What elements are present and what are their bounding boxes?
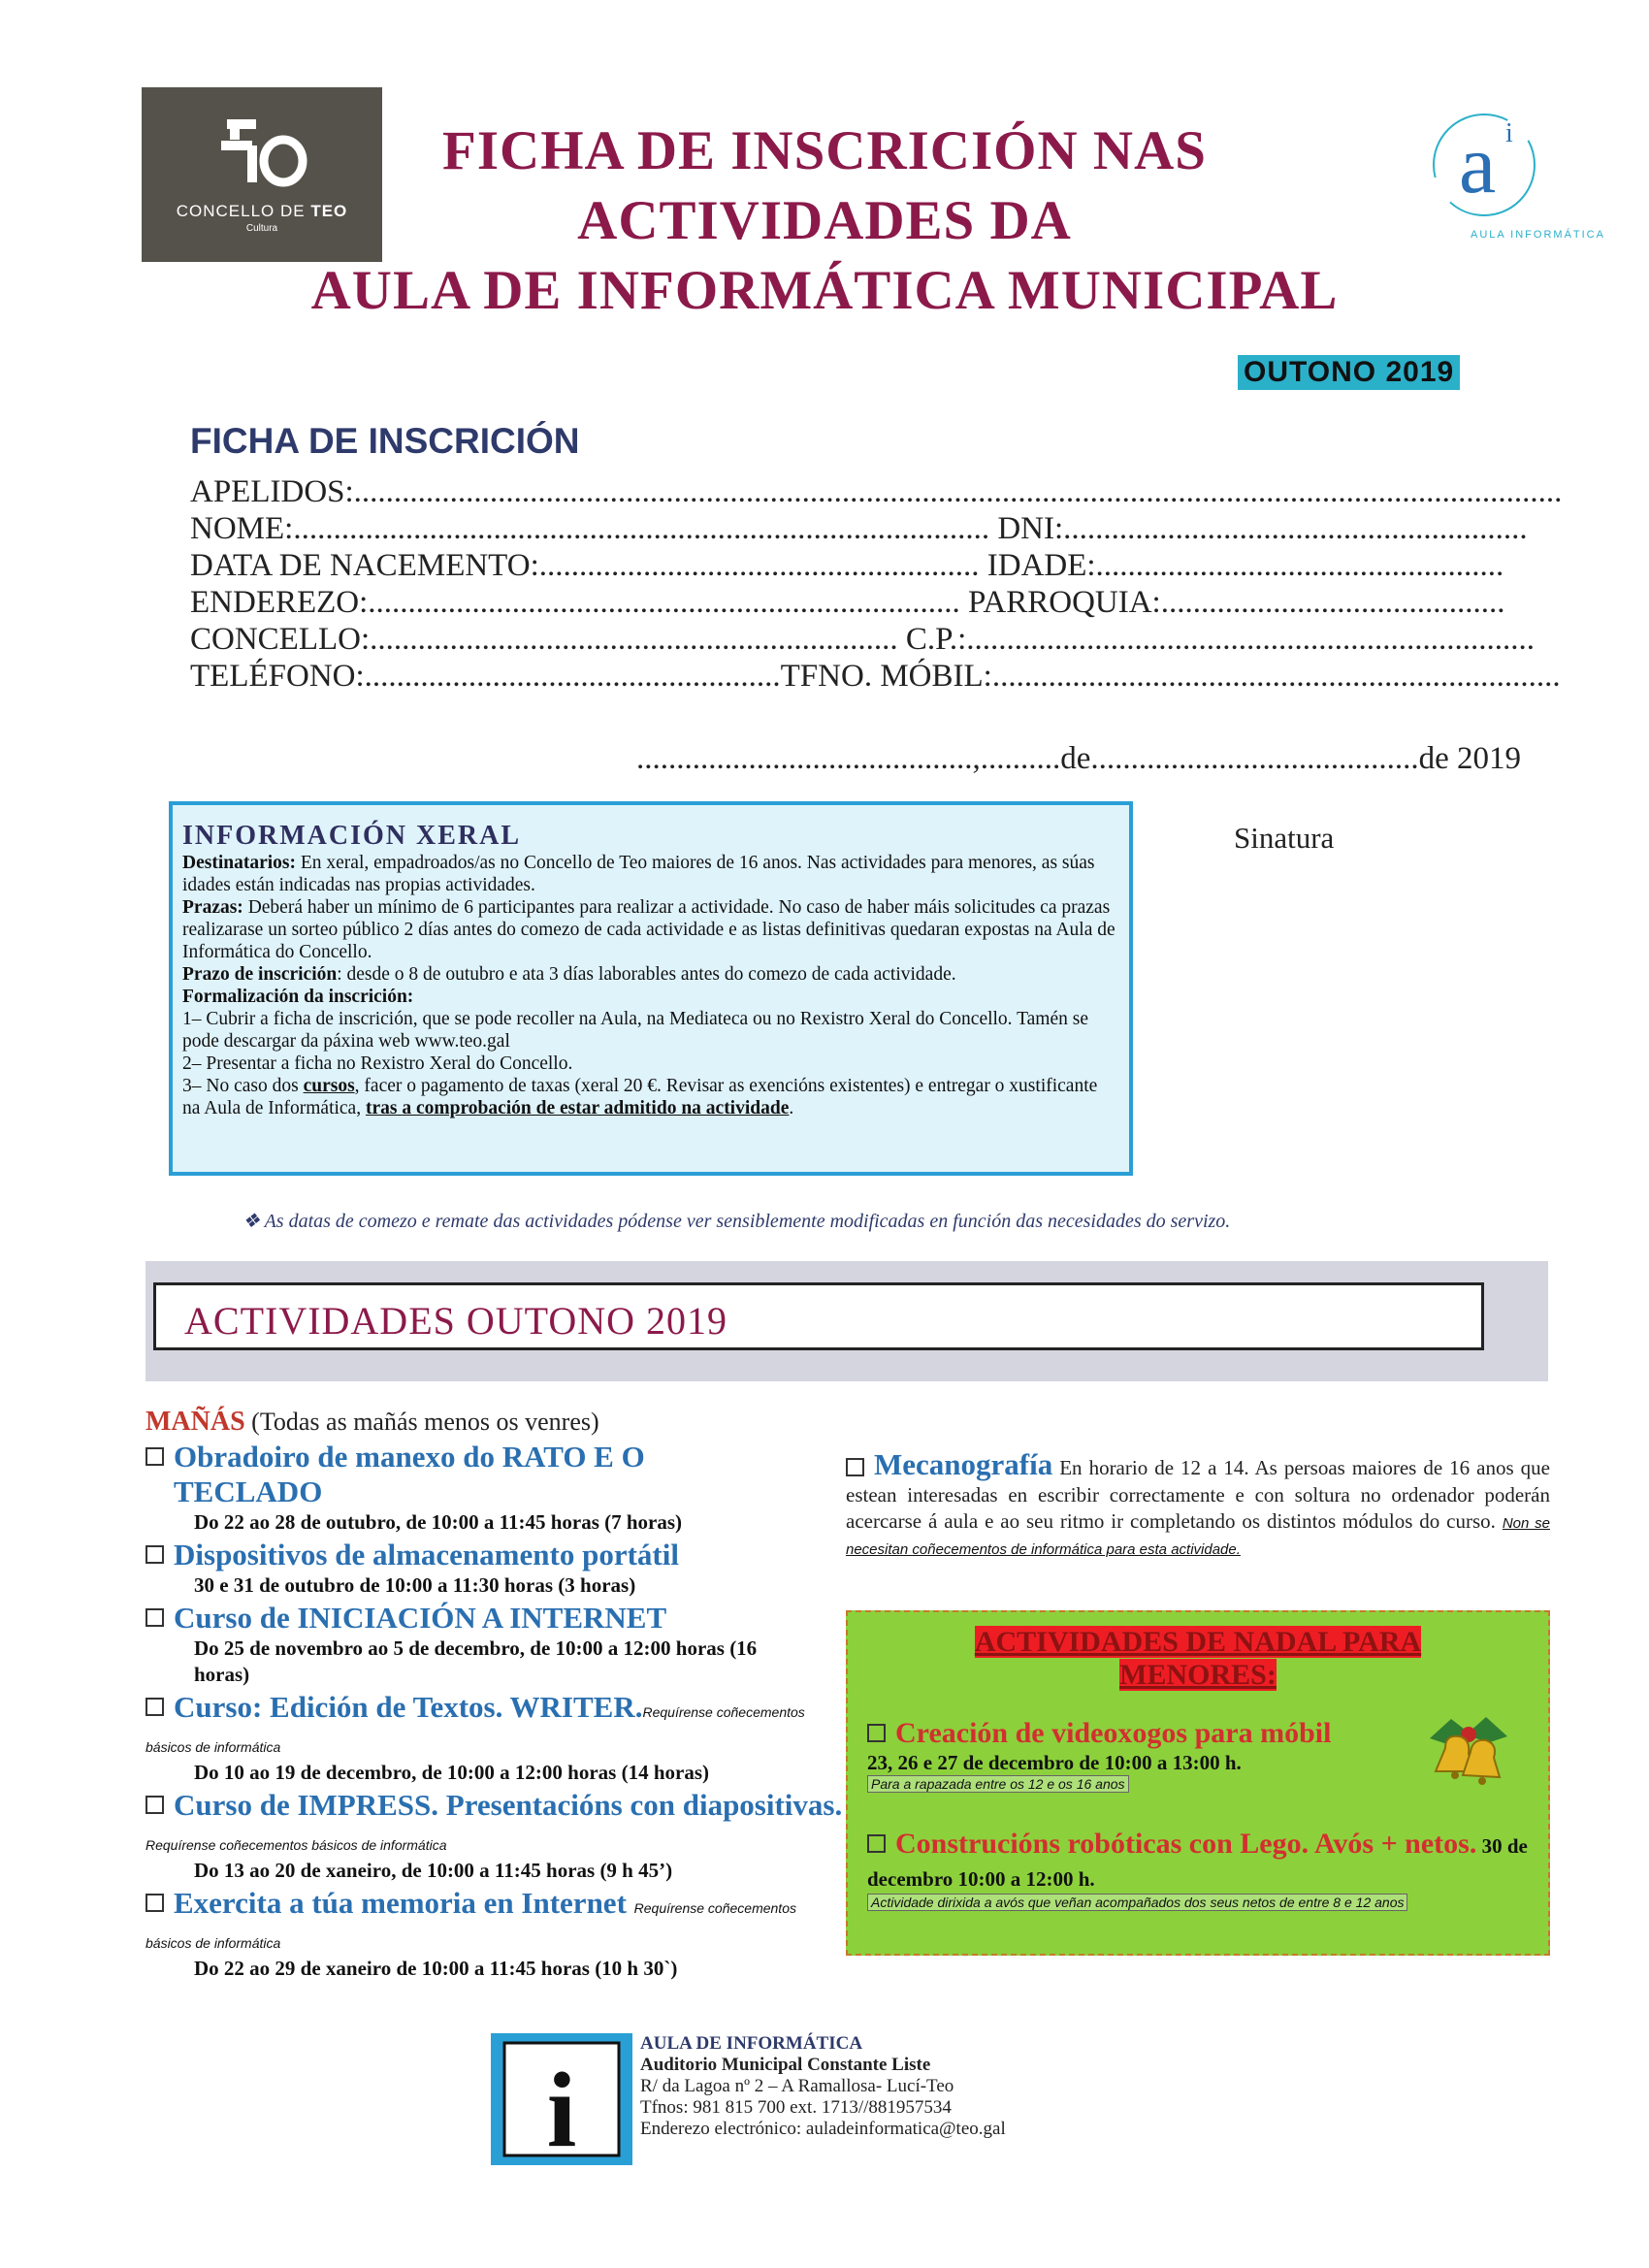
activity-dates: Do 25 de novembro ao 5 de decembro, de 10:00 a 12:00 horas (16 horas) xyxy=(194,1636,758,1686)
dates-note: ❖ As datas de comezo e remate das actividades pódense ver sensiblemente modificadas en función das necesidades do servizo. xyxy=(242,1211,1231,1232)
field-birthdate-age[interactable]: DATA DE NACEMENTO:....................................................... IDADE:................................................... xyxy=(190,548,1504,583)
christmas-title-line-2: MENORES: xyxy=(1119,1659,1277,1691)
footer-line-3: R/ da Lagoa nº 2 – A Ramallosa- Lucí-Teo xyxy=(640,2076,954,2096)
typing-note: Non se necesitan coñecementos de informática para esta actividade. xyxy=(846,1515,1550,1558)
activity-item[interactable] xyxy=(146,1538,844,1599)
christmas-activity-2[interactable] xyxy=(867,1828,1536,1912)
activities-banner-title: ACTIVIDADES OUTONO 2019 xyxy=(184,1299,728,1343)
info-title: INFORMACIÓN XERAL xyxy=(182,821,521,851)
activity-dates: 30 e 31 de outubro de 10:00 a 11:30 horas (3 horas) xyxy=(194,1573,636,1597)
footer-line-1: AULA DE INFORMÁTICA xyxy=(640,2033,863,2054)
title-line-2: ACTIVIDADES DA xyxy=(577,190,1072,251)
season-badge: OUTONO 2019 xyxy=(1238,355,1460,390)
checkbox-icon[interactable] xyxy=(867,1834,886,1853)
activity-item[interactable] xyxy=(146,1690,844,1786)
christmas-activity-1-note: Para a rapazada entre os 12 e os 16 anos xyxy=(867,1775,1129,1793)
aula-informatica-logo xyxy=(1416,97,1605,252)
activity-title: Obradoiro de manexo do RATO E O TECLADO xyxy=(174,1440,645,1508)
checkbox-icon[interactable] xyxy=(146,1796,164,1814)
christmas-title xyxy=(846,1626,1550,1692)
page-title xyxy=(242,116,1406,326)
christmas-activity-2-title: Construcións robóticas con Lego. Avós + netos. xyxy=(895,1828,1477,1860)
christmas-bells-icon xyxy=(1422,1700,1515,1800)
activity-requirement: Requírense coñecementos básicos de informática xyxy=(146,1837,447,1853)
info-icon xyxy=(489,2031,634,2167)
checkbox-icon[interactable] xyxy=(146,1608,164,1627)
activity-dates: Do 10 ao 19 de decembro, de 10:00 a 12:00 horas (14 horas) xyxy=(194,1761,709,1784)
activity-item[interactable] xyxy=(146,1788,844,1884)
activity-dates: Do 22 ao 29 de xaneiro de 10:00 a 11:45 horas (10 h 30`) xyxy=(194,1957,678,1980)
info-deadline: Prazo de inscrición: desde o 8 de outubro e ata 3 días laborables antes do comezo de cada actividade. xyxy=(182,964,956,985)
contact-footer xyxy=(640,2033,1006,2140)
activity-item[interactable] xyxy=(146,1886,844,1982)
logo-caption: AULA INFORMÁTICA xyxy=(1471,229,1605,241)
activity-item[interactable] xyxy=(146,1601,844,1688)
info-formalization-label: Formalización da inscrición: xyxy=(182,987,414,1007)
logo-sub: Cultura xyxy=(245,223,278,234)
activity-requirement: Requírense coñecementos básicos de informática xyxy=(146,1900,796,1951)
form-heading: FICHA DE INSCRICIÓN xyxy=(190,421,580,461)
activity-title: Curso: Edición de Textos. WRITER. xyxy=(174,1690,643,1724)
logo-mark: a xyxy=(1459,117,1497,211)
logo-name: CONCELLO DE TEO xyxy=(176,202,348,220)
christmas-title-line-1: ACTIVIDADES DE NADAL PARA xyxy=(974,1626,1422,1658)
checkbox-icon[interactable] xyxy=(846,1458,864,1476)
typing-activity[interactable] xyxy=(846,1447,1550,1561)
activity-title: Curso de IMPRESS. Presentacións con diapositivas. xyxy=(174,1788,843,1822)
general-info-box xyxy=(169,801,1133,1176)
footer-line-2: Auditorio Municipal Constante Liste xyxy=(640,2055,931,2075)
checkbox-icon[interactable] xyxy=(146,1894,164,1912)
signature-label: Sinatura xyxy=(1234,821,1335,855)
field-date[interactable]: ..........................................,..........de.........................................de 2019 xyxy=(636,741,1522,776)
title-line-1: FICHA DE INSCRICIÓN NAS xyxy=(442,120,1207,181)
activity-item[interactable] xyxy=(146,1440,844,1536)
footer-line-4: Tfnos: 981 815 700 ext. 1713//881957534 xyxy=(640,2097,952,2118)
footer-line-5: Enderezo electrónico: auladeinformatica@teo.gal xyxy=(640,2119,1006,2139)
christmas-activity-2-note: Actividade dirixida a avós que veñan acompañados dos seus netos de entre 8 e 12 anos xyxy=(867,1894,1407,1911)
mornings-column xyxy=(146,1407,844,1982)
info-letter: i xyxy=(546,2051,577,2169)
info-step-2: 2– Presentar a ficha no Rexistro Xeral do Concello. xyxy=(182,1053,573,1074)
logo-superscript: i xyxy=(1505,118,1513,148)
checkbox-icon[interactable] xyxy=(146,1447,164,1466)
field-council-postcode[interactable]: CONCELLO:.................................................................. C.P.:....................................................................... xyxy=(190,622,1536,657)
christmas-activity-1[interactable] xyxy=(867,1717,1410,1794)
typing-description: En horario de 12 a 14. As persoas maiores de 16 anos que estean interesadas en escribir correctamente e con soltura no ordenador poderán acercarse á aula e ao seu ritmo ir completando os distintos módulos do curso. xyxy=(846,1456,1550,1533)
activity-requirement: Requírense coñecementos básicos de informática xyxy=(146,1704,805,1755)
field-name-dni[interactable]: NOME:....................................................................................... DNI:.......................................................... xyxy=(190,511,1528,546)
typing-title: Mecanografía xyxy=(874,1447,1053,1481)
christmas-activity-1-title: Creación de videoxogos para móbil xyxy=(895,1717,1332,1749)
field-surnames[interactable]: APELIDOS:....................................................................................................................................................... xyxy=(190,474,1563,509)
checkbox-icon[interactable] xyxy=(867,1724,886,1742)
christmas-activity-2-dates: 30 de decembro 10:00 a 12:00 h. xyxy=(867,1834,1528,1891)
info-step-3: 3– No caso dos cursos, facer o pagamento de taxas (xeral 20 €. Revisar as exencións existentes) e entregar o xustificante na Aula de Informática, tras a comprobación de estar admitido na actividade. xyxy=(182,1076,1098,1118)
checkbox-icon[interactable] xyxy=(146,1698,164,1716)
christmas-activity-1-dates: 23, 26 e 27 de decembro de 10:00 a 13:00 h. xyxy=(867,1751,1242,1774)
field-phones[interactable]: TELÉFONO:....................................................TFNO. MÓBIL:....................................................................... xyxy=(190,659,1561,694)
info-places: Prazas: Deberá haber un mínimo de 6 participantes para realizar a actividade. No caso de haber máis solicitudes ca prazas realizarase un sorteo público 2 días antes do comezo de cada actividade e as listas definitivas quedaran expostas na Aula de Informática do Concello. xyxy=(182,897,1116,962)
info-recipients: Destinatarios: En xeral, empadroados/as no Concello de Teo maiores de 16 anos. Nas actividades para menores, as súas idades están indicadas nas propias actividades. xyxy=(182,853,1095,895)
activity-title: Curso de INICIACIÓN A INTERNET xyxy=(174,1601,667,1635)
activity-title: Exercita a túa memoria en Internet xyxy=(174,1886,627,1920)
activity-dates: Do 13 ao 20 de xaneiro, de 10:00 a 11:45 horas (9 h 45’) xyxy=(194,1859,673,1882)
activity-title: Dispositivos de almacenamento portátil xyxy=(174,1538,679,1571)
field-address-parish[interactable]: ENDEREZO:.......................................................................... PARROQUIA:........................................... xyxy=(190,585,1505,620)
title-line-3: AULA DE INFORMÁTICA MUNICIPAL xyxy=(310,260,1339,321)
info-step-1: 1– Cubrir a ficha de inscrición, que se pode recoller na Aula, na Mediateca ou no Rexistro Xeral do Concello. Tamén se pode descargar da páxina web www.teo.gal xyxy=(182,1009,1088,1052)
activity-dates: Do 22 ao 28 de outubro, de 10:00 a 11:45 horas (7 horas) xyxy=(194,1510,683,1534)
checkbox-icon[interactable] xyxy=(146,1545,164,1564)
mornings-heading: MAÑÁS (Todas as mañás menos os venres) xyxy=(146,1407,599,1437)
